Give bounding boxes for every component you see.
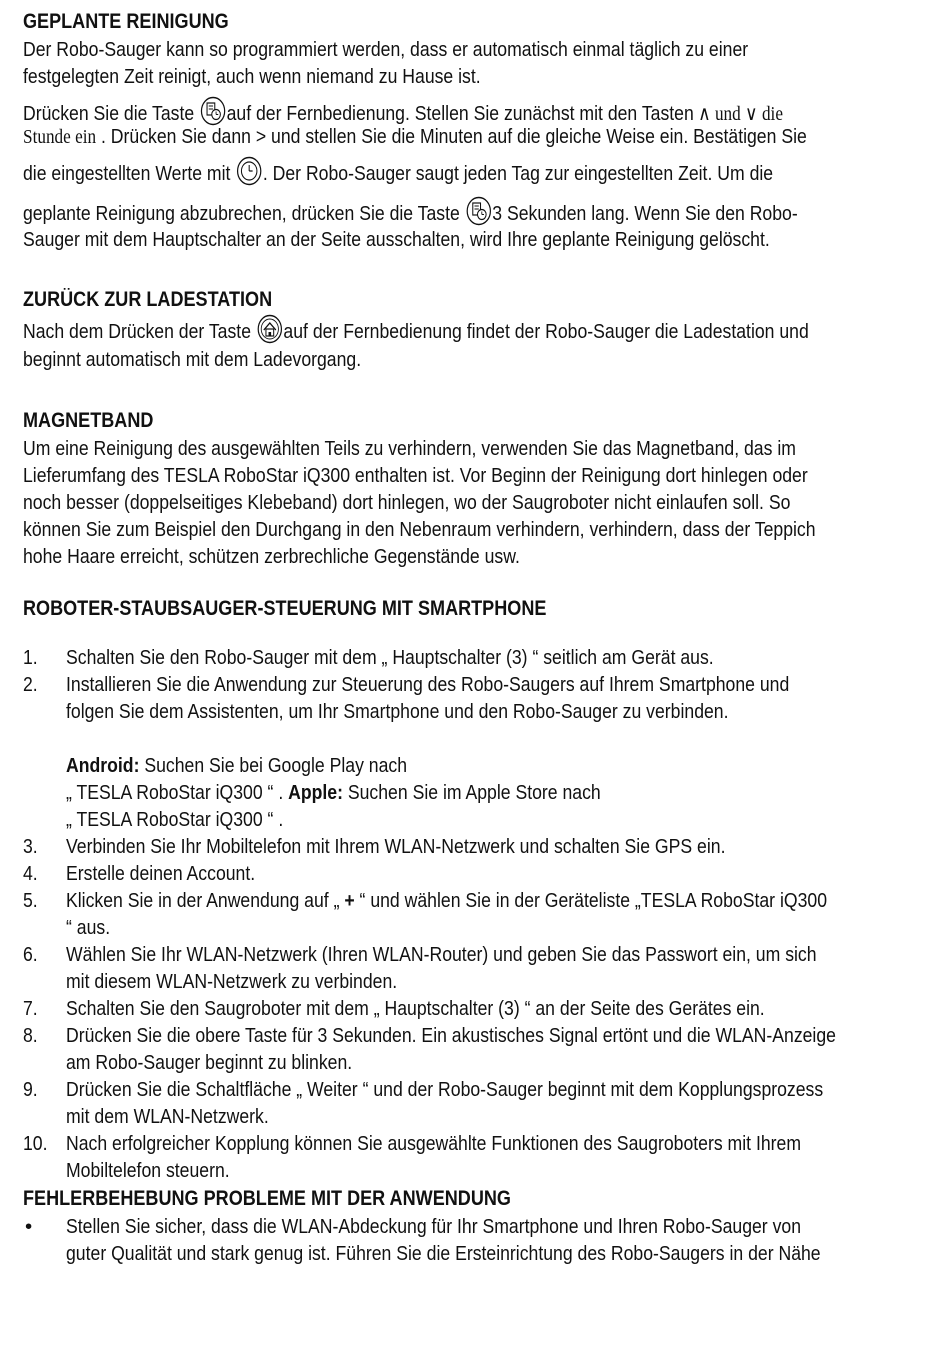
text-fragment: “ und wählen Sie in der Geräteliste „TESLA RoboStar iQ300 [354,889,828,912]
list-item-text: Wählen Sie Ihr WLAN-Netzwerk (Ihren WLAN-Router) und geben Sie das Passwort ein, um sich [66,943,817,966]
list-number: 4. [23,862,38,885]
paragraph-line: festgelegten Zeit reinigt, auch wenn niemand zu Hause ist. [23,65,481,88]
list-item [23,887,893,941]
list-number: 8. [23,1024,38,1047]
list-item-text: Drücken Sie die Schaltfläche „ Weiter “ und der Robo-Sauger beginnt mit dem Kopplungsprozess [66,1078,824,1101]
list-item-text: Verbinden Sie Ihr Mobiltelefon mit Ihrem WLAN-Netzwerk und schalten Sie GPS ein. [66,835,726,858]
paragraph-line: Der Robo-Sauger kann so programmiert werden, dass er automatisch einmal täglich zu einer [23,38,749,61]
list-item-text: Erstelle deinen Account. [66,862,256,885]
list-number: 1. [23,646,38,669]
list-number: 5. [23,889,38,912]
paragraph-line: hohe Haare erreicht, schützen zerbrechliche Gegenstände usw. [23,545,520,568]
text-fragment: 3 Sekunden lang. Wenn Sie den Robo- [492,202,798,225]
text-fragment: „ TESLA RoboStar iQ300 “ . [66,808,284,831]
clock-icon [236,156,262,186]
list-item-text: folgen Sie dem Assistenten, um Ihr Smartphone und den Robo-Sauger zu verbinden. [66,700,729,723]
list-item-text: Stellen Sie sicher, dass die WLAN-Abdeckung für Ihr Smartphone und Ihren Robo-Sauger von [66,1215,802,1238]
list-number: 2. [23,673,38,696]
list-item-text: guter Qualität und stark genug ist. Führen Sie die Ersteinrichtung des Robo-Saugers in der Nähe [66,1242,821,1265]
text-fragment: Suchen Sie bei Google Play nach [139,754,408,777]
list-item [23,671,893,833]
paragraph-line: Lieferumfang des TESLA RoboStar iQ300 enthalten ist. Vor Beginn der Reinigung dort hinlegen oder [23,464,808,487]
apple-label: Apple: [288,781,343,804]
list-item-text: am Robo-Sauger beginnt zu blinken. [66,1051,353,1074]
list-item-text: mit diesem WLAN-Netzwerk zu verbinden. [66,970,398,993]
list-item [23,941,893,995]
paragraph-line: noch besser (doppelseitiges Klebeband) dort hinlegen, wo der Saugroboter nicht einlaufen soll. So [23,491,791,514]
text-fragment: Nach dem Drücken der Taste [23,320,256,343]
paragraph-line: Um eine Reinigung des ausgewählten Teils zu verhindern, verwenden Sie das Magnetband, das im [23,437,796,460]
section-troubleshooting [23,1185,893,1267]
list-item [23,1130,893,1184]
list-item [23,1076,893,1130]
list-item-text: Nach erfolgreicher Kopplung können Sie ausgewählte Funktionen des Saugroboters mit Ihrem [66,1132,802,1155]
text-fragment: ∧ und ∨ die [693,103,783,125]
paragraph-line: können Sie zum Beispiel den Durchgang in den Nebenraum verhindern, verhindern, dass der Teppich [23,518,816,541]
list-item-text: Installieren Sie die Anwendung zur Steuerung des Robo-Saugers auf Ihrem Smartphone und [66,673,790,696]
list-item [23,860,893,887]
section-magnetic-strip [23,407,945,570]
section-return-to-dock [23,286,937,373]
android-label: Android: [66,754,140,777]
text-fragment: . Drücken Sie dann > und stellen Sie die Minuten auf die gleiche Weise ein. Bestätigen Sie [96,125,807,148]
list-item-text: “ aus. [66,916,111,939]
text-fragment: auf der Fernbedienung. Stellen Sie zunächst mit den Tasten [226,102,694,125]
heading-smartphone-control: ROBOTER-STAUBSAUGER-STEUERUNG MIT SMARTPHONE [23,597,547,620]
paragraph-schedule-instructions [23,96,907,251]
list-item-text: mit dem WLAN-Netzwerk. [66,1105,269,1128]
bullet-icon: • [25,1215,33,1238]
list-item [23,995,893,1022]
schedule-icon [466,196,492,226]
list-item [23,833,893,860]
text-fragment: Drücken Sie die Taste [23,102,200,125]
text-fragment: . Der Robo-Sauger saugt jeden Tag zur eingestellten Zeit. Um die [262,162,774,185]
list-item-text: Mobiltelefon steuern. [66,1159,230,1182]
list-number: 7. [23,997,38,1020]
text-fragment: Suchen Sie im Apple Store nach [342,781,601,804]
text-fragment: „ TESLA RoboStar iQ300 “ . [66,781,289,804]
paragraph-line: Sauger mit dem Hauptschalter an der Seite ausschalten, wird Ihre geplante Reinigung gelöscht. [23,228,770,251]
list-item [23,1022,893,1076]
list-item [23,644,893,671]
numbered-list [23,644,893,1184]
plus-symbol: + [344,889,355,912]
paragraph-line: beginnt automatisch mit dem Ladevorgang. [23,348,362,371]
list-item-text: Schalten Sie den Robo-Sauger mit dem „ Hauptschalter (3) “ seitlich am Gerät aus. [66,646,714,669]
section-smartphone-control [23,595,893,1184]
text-fragment: Klicken Sie in der Anwendung auf „ [66,889,345,912]
text-fragment: die eingestellten Werte mit [23,162,236,185]
list-number: 3. [23,835,38,858]
heading-magnetic-strip: MAGNETBAND [23,409,154,432]
list-number: 6. [23,943,38,966]
heading-return-to-dock: ZURÜCK ZUR LADESTATION [23,288,273,311]
schedule-icon [200,96,226,126]
list-number: 10. [23,1132,48,1155]
section-scheduled-cleaning [23,8,866,90]
text-fragment: Stunde ein [23,126,97,148]
list-item-text: Drücken Sie die obere Taste für 3 Sekunden. Ein akustisches Signal ertönt und die WLAN-Anzeige [66,1024,836,1047]
list-item-text: Schalten Sie den Saugroboter mit dem „ Hauptschalter (3) “ an der Seite des Gerätes ein. [66,997,765,1020]
home-icon [257,314,283,344]
bullet-item [23,1213,893,1267]
heading-troubleshooting: FEHLERBEHEBUNG PROBLEME MIT DER ANWENDUNG [23,1187,511,1210]
heading-scheduled-cleaning: GEPLANTE REINIGUNG [23,10,229,33]
list-number: 9. [23,1078,38,1101]
text-fragment: auf der Fernbedienung findet der Robo-Sauger die Ladestation und [283,320,809,343]
text-fragment: geplante Reinigung abzubrechen, drücken Sie die Taste [23,202,465,225]
